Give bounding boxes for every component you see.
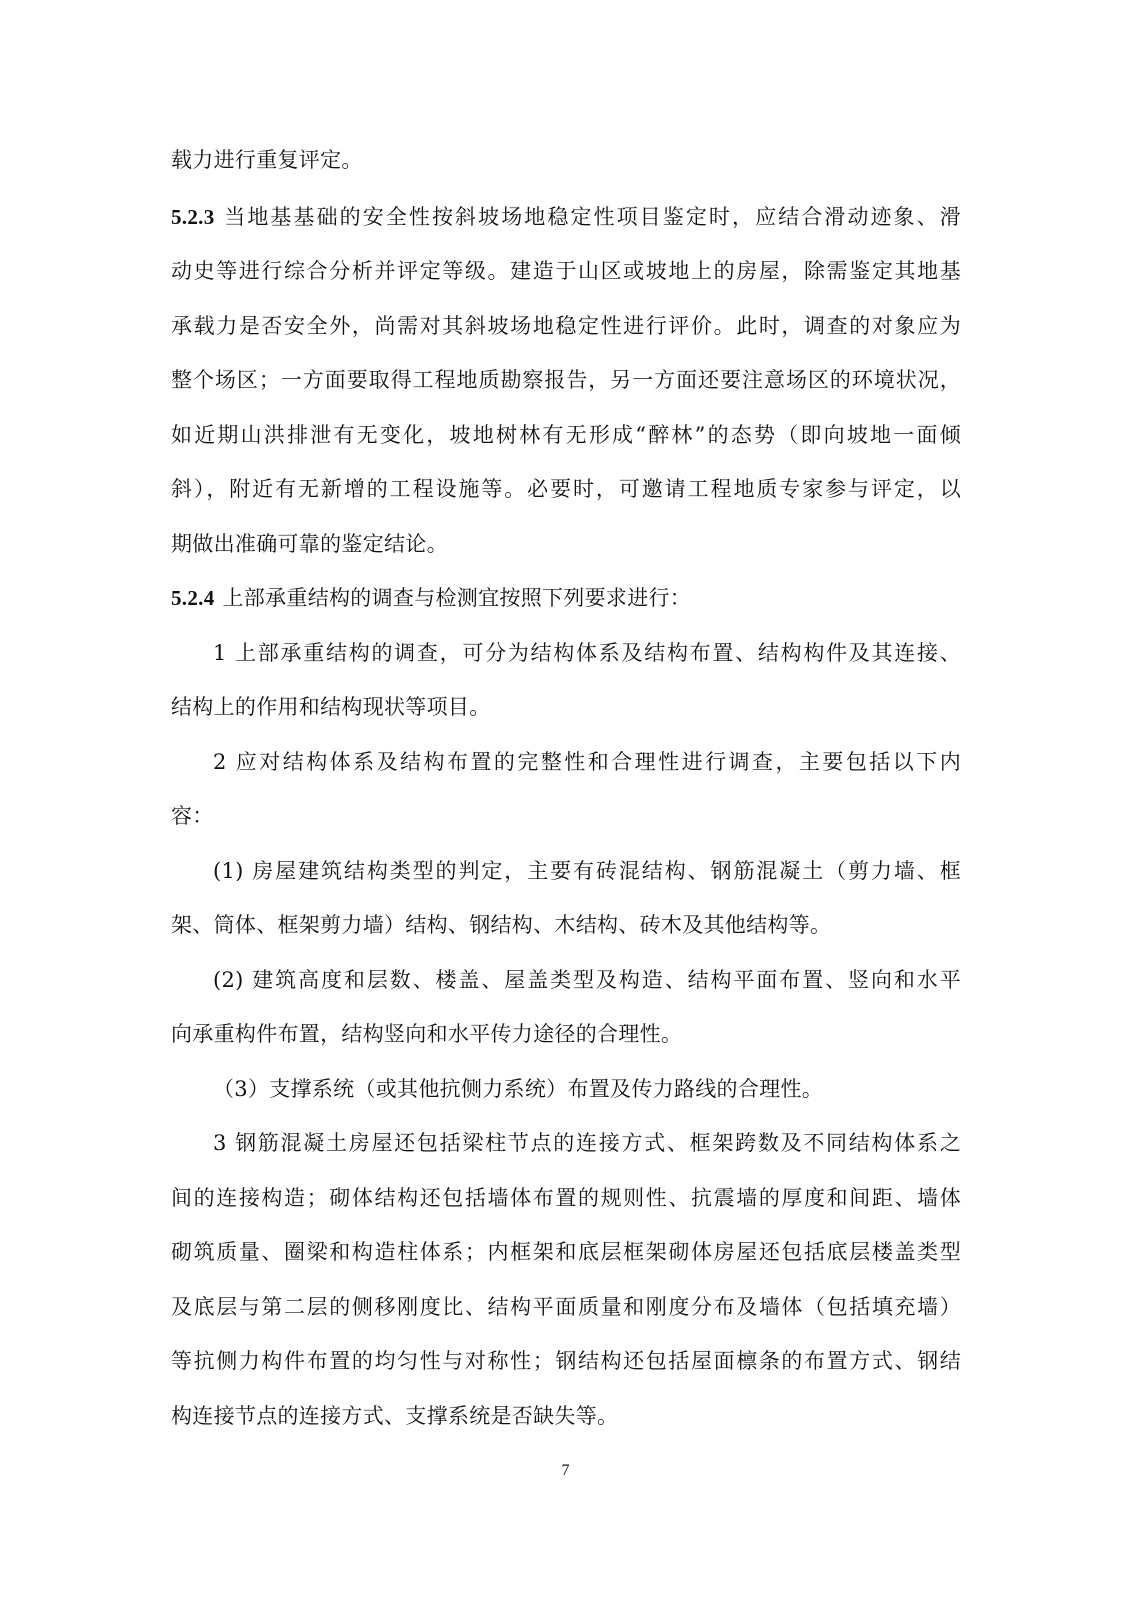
text-line: [171, 801, 214, 831]
line-text: 结构上的作用和结构现状等项目。: [171, 695, 491, 719]
line-text: 斜），附近有无新增的工程设施等。必要时，可邀请工程地质专家参与评定，以: [171, 477, 961, 501]
section-number: 5.2.4: [171, 586, 215, 610]
text-line: [213, 1128, 961, 1158]
text-line: [171, 1019, 682, 1049]
line-text: 期做出准确可靠的鉴定结论。: [171, 532, 448, 556]
text-line: [171, 529, 448, 559]
line-text: 容：: [171, 804, 214, 828]
text-line: [171, 1292, 961, 1322]
text-line: [171, 1401, 618, 1431]
text-line: [213, 856, 961, 886]
line-text: 及底层与第二层的侧移刚度比、结构平面质量和刚度分布及墙体（包括填充墙）: [171, 1295, 961, 1319]
line-text: 1 上部承重结构的调查，可分为结构体系及结构布置、结构构件及其连接、: [213, 641, 961, 665]
text-line: [171, 1237, 961, 1267]
line-text: 2 应对结构体系及结构布置的完整性和合理性进行调查，主要包括以下内: [213, 750, 961, 774]
line-text: 间的连接构造；砌体结构还包括墙体布置的规则性、抗震墙的厚度和间距、墙体: [171, 1186, 961, 1210]
text-line: [171, 583, 691, 613]
text-line: [171, 474, 961, 504]
line-text: 向承重构件布置，结构竖向和水平传力途径的合理性。: [171, 1022, 683, 1046]
line-text: 等抗侧力构件布置的均匀性与对称性；钢结构还包括屋面檩条的布置方式、钢结: [171, 1349, 961, 1373]
text-line: [213, 747, 961, 777]
text-line: [213, 1074, 823, 1104]
text-line: [171, 202, 961, 232]
line-text: 当地基基础的安全性按斜坡场地稳定性项目鉴定时，应结合滑动迹象、滑: [222, 205, 961, 229]
text-line: [171, 910, 831, 940]
line-text: 承载力是否安全外，尚需对其斜坡场地稳定性进行评价。此时，调查的对象应为: [171, 314, 961, 338]
text-line: [171, 1346, 961, 1376]
line-text: 构连接节点的连接方式、支撑系统是否缺失等。: [171, 1404, 619, 1428]
text-line: [213, 965, 961, 995]
line-text: （3）支撑系统（或其他抗侧力系统）布置及传力路线的合理性。: [213, 1077, 824, 1101]
text-line: [171, 692, 491, 722]
text-line: [171, 365, 961, 395]
section-number: 5.2.3: [171, 205, 215, 229]
line-text: (2) 建筑高度和层数、楼盖、屋盖类型及构造、结构平面布置、竖向和水平: [213, 968, 961, 992]
line-text: 3 钢筋混凝土房屋还包括梁柱节点的连接方式、框架跨数及不同结构体系之: [213, 1131, 961, 1155]
line-text: 如近期山洪排泄有无变化，坡地树林有无形成“醉林”的态势（即向坡地一面倾: [171, 423, 961, 447]
page-number: 7: [561, 1462, 570, 1479]
line-text: 砌筑质量、圈梁和构造柱体系；内框架和底层框架砌体房屋还包括底层楼盖类型: [171, 1240, 961, 1264]
line-text: 载力进行重复评定。: [171, 148, 363, 172]
line-text: 动史等进行综合分析并评定等级。建造于山区或坡地上的房屋，除需鉴定其地基: [171, 259, 961, 283]
text-line: [213, 638, 961, 668]
line-text: 整个场区；一方面要取得工程地质勘察报告，另一方面还要注意场区的环境状况，: [171, 368, 961, 392]
text-line: [171, 1183, 961, 1213]
text-line: [171, 145, 363, 175]
text-line: [171, 420, 961, 450]
text-line: [171, 311, 961, 341]
line-text: 架、筒体、框架剪力墙）结构、钢结构、木结构、砖木及其他结构等。: [171, 913, 832, 937]
line-text: 上部承重结构的调查与检测宜按照下列要求进行：: [222, 586, 692, 610]
text-line: [171, 256, 961, 286]
line-text: (1) 房屋建筑结构类型的判定，主要有砖混结构、钢筋混凝土（剪力墙、框: [213, 859, 961, 883]
